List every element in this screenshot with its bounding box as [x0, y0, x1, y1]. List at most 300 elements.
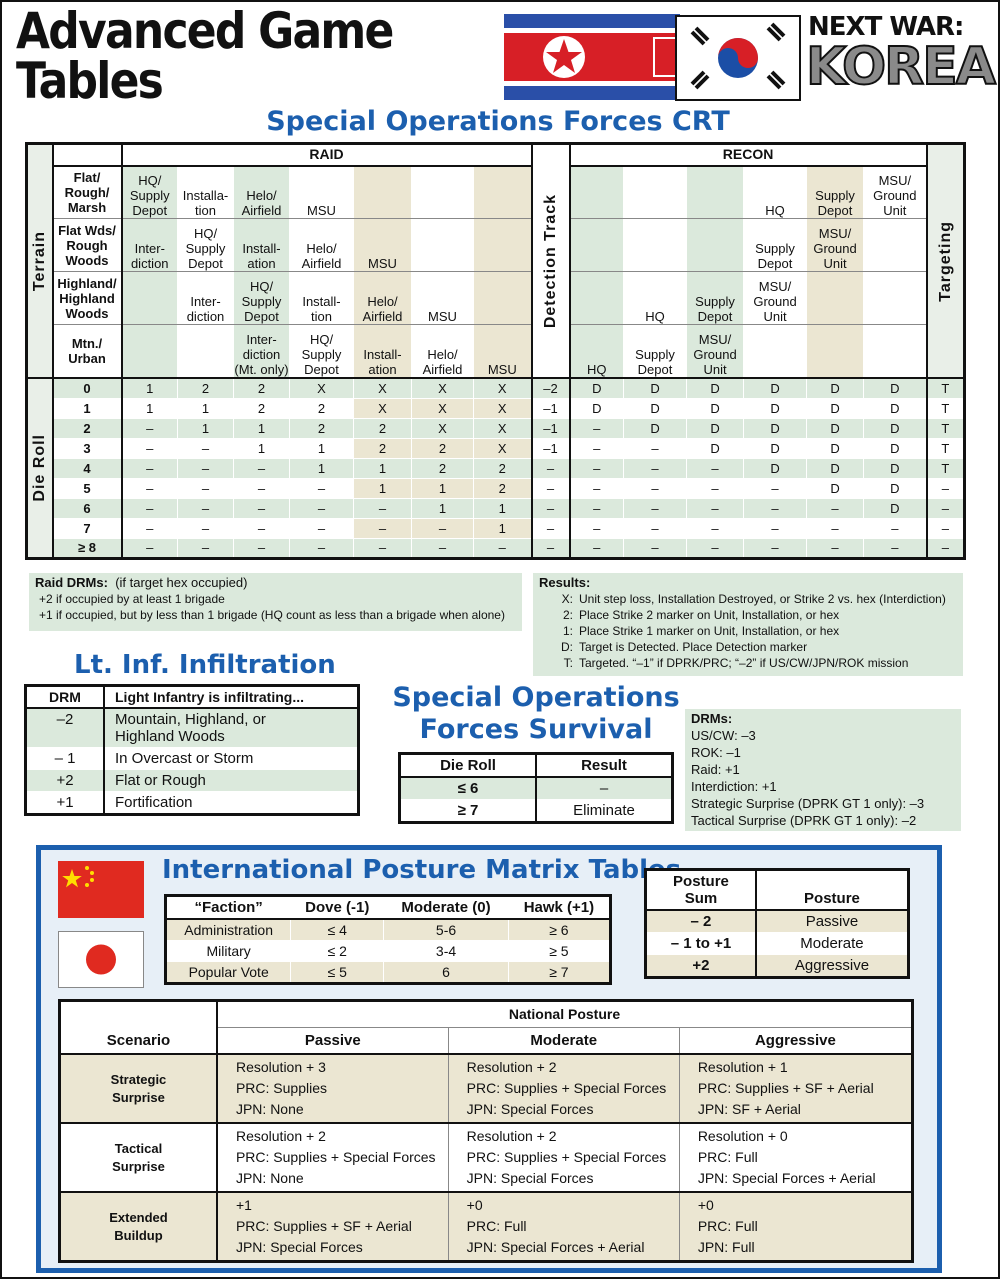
result-desc: Targeted. “–1” if DPRK/PRC; “–2” if US/CW/JPN/ROK mission — [579, 656, 909, 670]
raid-result: 2 — [234, 378, 290, 398]
raid-result: 2 — [354, 418, 412, 438]
recon-result: D — [744, 398, 807, 418]
recon-result: – — [687, 478, 744, 498]
targeting-value: T — [927, 458, 965, 478]
raid-target-cell: MSU — [474, 325, 532, 378]
survival-row — [400, 800, 673, 823]
recon-target-cell: MSU/ Ground Unit — [864, 166, 927, 219]
posture-row — [646, 910, 909, 933]
raid-result: X — [474, 418, 532, 438]
detection-value: –1 — [532, 438, 570, 458]
china-flag — [58, 861, 144, 918]
recon-result: – — [570, 498, 624, 518]
targeting-value: T — [927, 418, 965, 438]
national-posture-table — [58, 999, 914, 1263]
raid-result: – — [354, 498, 412, 518]
posture-effect-line: JPN: SF + Aerial — [697, 1101, 801, 1117]
np-header: Aggressive — [679, 1028, 912, 1055]
recon-target-cell: HQ — [624, 272, 687, 325]
recon-result: – — [687, 498, 744, 518]
faction-cell: Military — [166, 941, 291, 962]
recon-result: – — [624, 498, 687, 518]
raid-result: 1 — [290, 458, 354, 478]
posture-effect-line: Resolution + 0 — [697, 1128, 788, 1144]
detection-track-header — [532, 144, 570, 379]
recon-target-cell — [744, 325, 807, 378]
recon-result: D — [687, 398, 744, 418]
detection-value: – — [532, 498, 570, 518]
raid-target-cell: Inter- diction — [178, 272, 234, 325]
raid-result: 1 — [474, 518, 532, 538]
survival-drm-line: Strategic Surprise (DPRK GT 1 only): –3 — [691, 796, 925, 811]
recon-target-cell — [807, 272, 864, 325]
terrain-row — [27, 325, 965, 378]
scenario-row — [60, 1054, 913, 1123]
posture-effect-line: PRC: Full — [697, 1218, 758, 1234]
die-roll-value: 5 — [53, 478, 122, 498]
scenario-name: Strategic Surprise — [60, 1054, 217, 1123]
posture-effects-cell — [217, 1192, 448, 1262]
recon-target-cell: MSU/ Ground Unit — [807, 219, 864, 272]
detection-value: – — [532, 518, 570, 538]
result-code: T: — [563, 656, 573, 670]
raid-result: 1 — [122, 378, 178, 398]
recon-result: – — [744, 518, 807, 538]
survival-table — [398, 752, 674, 824]
die-roll-row — [27, 478, 965, 498]
np-header-scenario: Scenario — [60, 1028, 217, 1055]
raid-result: – — [122, 478, 178, 498]
result-line — [539, 639, 957, 655]
recon-result: D — [624, 398, 687, 418]
raid-result: 2 — [354, 438, 412, 458]
raid-result: – — [412, 538, 474, 558]
survival-header-result: Result — [536, 754, 673, 778]
result-code: D: — [561, 640, 573, 654]
survival-roll: ≤ 6 — [400, 777, 537, 800]
posture-effect-line: JPN: None — [235, 1170, 304, 1186]
recon-result: D — [570, 398, 624, 418]
raid-target-cell: MSU — [412, 272, 474, 325]
faction-row — [166, 919, 611, 941]
raid-result: X — [474, 378, 532, 398]
recon-result: D — [864, 418, 927, 438]
infiltration-table — [24, 684, 360, 816]
posture-effect-line: PRC: Full — [466, 1218, 527, 1234]
faction-cell: ≤ 5 — [291, 962, 384, 984]
raid-result: – — [122, 498, 178, 518]
raid-result: 2 — [290, 398, 354, 418]
posture-effect-line: PRC: Supplies + SF + Aerial — [235, 1218, 412, 1234]
survival-result: – — [536, 777, 673, 800]
infiltration-header-desc: Light Infantry is infiltrating... — [104, 686, 359, 709]
raid-target-cell: HQ/ Supply Depot — [234, 272, 290, 325]
raid-result: – — [178, 538, 234, 558]
faction-cell: ≥ 6 — [508, 919, 610, 941]
die-roll-value: 2 — [53, 418, 122, 438]
raid-result: 2 — [412, 458, 474, 478]
targeting-value: – — [927, 478, 965, 498]
faction-header: “Faction” — [166, 896, 291, 920]
posture-effect-line: JPN: Special Forces — [466, 1101, 594, 1117]
die-roll-row — [27, 438, 965, 458]
posture-effects-cell — [679, 1192, 912, 1262]
terrain-name: Highland/ Highland Woods — [53, 272, 122, 325]
recon-result: D — [624, 378, 687, 398]
detection-track-label: Detection Track — [542, 193, 560, 329]
scenario-name: Extended Buildup — [60, 1192, 217, 1262]
faction-cell: ≥ 5 — [508, 941, 610, 962]
np-header: Moderate — [448, 1028, 679, 1055]
detection-value: – — [532, 458, 570, 478]
recon-result: D — [807, 418, 864, 438]
raid-result: – — [234, 478, 290, 498]
result-code: 2: — [562, 608, 573, 622]
recon-result: D — [864, 438, 927, 458]
recon-target-cell — [864, 325, 927, 378]
recon-result: D — [864, 478, 927, 498]
posture-effect-line: JPN: Full — [697, 1239, 755, 1255]
raid-target-cell: Inter- diction — [122, 219, 178, 272]
scenario-row — [60, 1123, 913, 1192]
survival-result: Eliminate — [536, 800, 673, 823]
die-roll-value: 6 — [53, 498, 122, 518]
recon-result: D — [744, 438, 807, 458]
posture-effect-line: PRC: Full — [697, 1149, 758, 1165]
raid-target-cell: Inter- diction (Mt. only) — [234, 325, 290, 378]
recon-target-cell — [624, 166, 687, 219]
posture-effects-cell — [217, 1123, 448, 1192]
raid-target-cell — [178, 325, 234, 378]
die-roll-row — [27, 418, 965, 438]
faction-cell: Popular Vote — [166, 962, 291, 984]
raid-result: 1 — [122, 398, 178, 418]
raid-target-cell: Install- ation — [234, 219, 290, 272]
terrain-label: Terrain — [31, 230, 49, 292]
recon-result: – — [864, 518, 927, 538]
posture-sum-value: +2 — [646, 955, 756, 978]
recon-result: D — [624, 418, 687, 438]
recon-result: – — [624, 478, 687, 498]
faction-cell: Administration — [166, 919, 291, 941]
faction-header: Dove (-1) — [291, 896, 384, 920]
raid-result: X — [412, 378, 474, 398]
posture-value: Aggressive — [756, 955, 909, 978]
infiltration-row — [26, 792, 359, 815]
posture-effect-line: +1 — [235, 1197, 252, 1213]
recon-result: D — [807, 458, 864, 478]
recon-result: – — [624, 538, 687, 558]
infiltration-drm: –2 — [26, 708, 105, 748]
recon-result: D — [864, 458, 927, 478]
survival-roll: ≥ 7 — [400, 800, 537, 823]
recon-target-cell: Supply Depot — [624, 325, 687, 378]
posture-effect-line: Resolution + 1 — [697, 1059, 788, 1075]
infiltration-condition: In Overcast or Storm — [104, 748, 359, 770]
recon-result: – — [807, 498, 864, 518]
recon-result: – — [570, 418, 624, 438]
raid-result: X — [290, 378, 354, 398]
recon-target-cell: Supply Depot — [807, 166, 864, 219]
infiltration-header-drm: DRM — [26, 686, 105, 709]
recon-result: – — [624, 438, 687, 458]
posture-effect-line: Resolution + 2 — [466, 1128, 557, 1144]
raid-result: 2 — [178, 378, 234, 398]
recon-result: D — [687, 438, 744, 458]
recon-result: – — [570, 518, 624, 538]
posture-sum-header: Posture Sum — [646, 870, 756, 911]
result-code: 1: — [562, 624, 573, 638]
raid-result: 1 — [234, 438, 290, 458]
recon-result: – — [744, 498, 807, 518]
recon-result: – — [687, 458, 744, 478]
survival-row — [400, 777, 673, 800]
raid-result: X — [412, 418, 474, 438]
raid-target-cell — [122, 325, 178, 378]
faction-cell: ≤ 2 — [291, 941, 384, 962]
raid-result: X — [474, 398, 532, 418]
recon-result: D — [864, 498, 927, 518]
raid-result: – — [234, 458, 290, 478]
posture-effects-cell — [448, 1054, 679, 1123]
raid-result: 1 — [474, 498, 532, 518]
raid-result: – — [122, 458, 178, 478]
survival-drm-line: Interdiction: +1 — [691, 779, 777, 794]
recon-result: – — [687, 518, 744, 538]
die-roll-row — [27, 458, 965, 478]
targeting-label: Targeting — [936, 220, 954, 302]
result-line — [539, 591, 957, 607]
faction-cell: ≥ 7 — [508, 962, 610, 984]
recon-result: – — [864, 538, 927, 558]
posture-effect-line: +0 — [697, 1197, 714, 1213]
die-roll-row — [27, 538, 965, 558]
raid-target-cell — [354, 166, 412, 219]
detection-value: –2 — [532, 378, 570, 398]
results-title: Results: — [539, 575, 591, 590]
raid-target-cell: Helo/ Airfield — [290, 219, 354, 272]
raid-result: 1 — [354, 478, 412, 498]
posture-effect-line: Resolution + 3 — [235, 1059, 326, 1075]
logo-bottom-text: KOREA — [806, 37, 994, 97]
posture-effect-line: JPN: None — [235, 1101, 304, 1117]
infiltration-drm: – 1 — [26, 748, 105, 770]
infiltration-row — [26, 708, 359, 748]
posture-effect-line: JPN: Special Forces — [235, 1239, 363, 1255]
result-line — [539, 623, 957, 639]
recon-target-cell: Supply Depot — [744, 219, 807, 272]
raid-header: RAID — [122, 144, 532, 166]
infiltration-condition: Mountain, Highland, or Highland Woods — [104, 708, 359, 748]
faction-row — [166, 962, 611, 984]
recon-result: D — [864, 378, 927, 398]
recon-result: D — [687, 378, 744, 398]
raid-result: – — [122, 418, 178, 438]
raid-drms-box — [29, 573, 522, 631]
recon-target-cell — [807, 325, 864, 378]
die-roll-row — [27, 518, 965, 538]
recon-result: – — [570, 438, 624, 458]
targeting-value: T — [927, 378, 965, 398]
detection-value: – — [532, 538, 570, 558]
targeting-value: – — [927, 538, 965, 558]
raid-result: – — [178, 518, 234, 538]
raid-target-cell: MSU — [354, 219, 412, 272]
raid-result: X — [474, 438, 532, 458]
terrain-row — [27, 272, 965, 325]
recon-result: D — [744, 378, 807, 398]
targeting-value: T — [927, 398, 965, 418]
raid-target-cell: Install- tion — [290, 272, 354, 325]
posture-effect-line: PRC: Supplies + Special Forces — [466, 1080, 667, 1096]
ipm-title: International Posture Matrix Tables — [162, 855, 682, 885]
raid-result: – — [412, 518, 474, 538]
raid-result: – — [290, 478, 354, 498]
recon-result: – — [570, 478, 624, 498]
die-roll-label: Die Roll — [31, 434, 49, 502]
terrain-row — [27, 219, 965, 272]
raid-result: 1 — [178, 398, 234, 418]
recon-result: – — [570, 538, 624, 558]
posture-effects-cell — [448, 1123, 679, 1192]
die-roll-value: 3 — [53, 438, 122, 458]
posture-sum-table — [644, 868, 910, 979]
posture-effect-line: +0 — [466, 1197, 483, 1213]
faction-row — [166, 941, 611, 962]
recon-result: – — [624, 518, 687, 538]
faction-header: Hawk (+1) — [508, 896, 610, 920]
raid-result: – — [122, 518, 178, 538]
raid-result: – — [234, 538, 290, 558]
raid-result: – — [234, 498, 290, 518]
recon-result: – — [624, 458, 687, 478]
survival-title: Special Operations Forces Survival — [392, 682, 680, 745]
infiltration-title: Lt. Inf. Infiltration — [74, 650, 336, 680]
raid-result: 2 — [234, 398, 290, 418]
faction-table — [164, 894, 612, 985]
raid-target-cell: MSU — [290, 166, 354, 219]
raid-drms-title: Raid DRMs: — [35, 575, 108, 590]
raid-result: 1 — [412, 498, 474, 518]
logo-top-text: NEXT WAR: — [808, 12, 964, 42]
survival-drm-line: Tactical Surprise (DPRK GT 1 only): –2 — [691, 813, 917, 828]
recon-result: D — [807, 438, 864, 458]
survival-drms-title: DRMs: — [691, 711, 733, 726]
raid-target-cell: Helo/ Airfield — [354, 272, 412, 325]
recon-result: – — [807, 518, 864, 538]
posture-header: Posture — [756, 870, 909, 911]
raid-target-cell — [474, 219, 532, 272]
die-roll-value: 0 — [53, 378, 122, 398]
sof-crt-table — [25, 142, 966, 560]
die-roll-value: ≥ 8 — [53, 538, 122, 558]
infiltration-drm: +1 — [26, 792, 105, 815]
die-roll-value: 1 — [53, 398, 122, 418]
recon-target-cell — [570, 219, 624, 272]
raid-result: 1 — [354, 458, 412, 478]
recon-target-cell: HQ — [744, 166, 807, 219]
targeting-value: – — [927, 498, 965, 518]
posture-effect-line: PRC: Supplies + Special Forces — [466, 1149, 667, 1165]
crt-header-row — [27, 144, 965, 166]
posture-row — [646, 933, 909, 955]
die-roll-header — [27, 378, 53, 558]
posture-effects-cell — [448, 1192, 679, 1262]
national-posture-title: National Posture — [217, 1001, 913, 1028]
targeting-value: – — [927, 518, 965, 538]
recon-result: – — [744, 478, 807, 498]
result-line — [539, 607, 957, 623]
recon-target-cell — [687, 219, 744, 272]
scenario-row — [60, 1192, 913, 1262]
die-roll-row — [27, 378, 965, 398]
infiltration-drm: +2 — [26, 770, 105, 792]
raid-result: 1 — [412, 478, 474, 498]
infiltration-row — [26, 770, 359, 792]
raid-result: X — [354, 398, 412, 418]
survival-drm-line: Raid: +1 — [691, 762, 740, 777]
raid-result: 2 — [412, 438, 474, 458]
raid-result: 2 — [290, 418, 354, 438]
posture-sum-value: – 1 to +1 — [646, 933, 756, 955]
infiltration-condition: Flat or Rough — [104, 770, 359, 792]
korea-flags-logo — [504, 14, 804, 102]
recon-target-cell: HQ — [570, 325, 624, 378]
recon-result: D — [807, 378, 864, 398]
raid-result: – — [234, 518, 290, 538]
posture-effect-line: JPN: Special Forces + Aerial — [466, 1239, 645, 1255]
recon-result: D — [864, 398, 927, 418]
posture-effects-cell — [679, 1123, 912, 1192]
raid-result: – — [354, 538, 412, 558]
result-desc: Place Strike 2 marker on Unit, Installation, or hex — [579, 608, 840, 622]
raid-target-cell: HQ/ Supply Depot — [290, 325, 354, 378]
raid-target-cell — [474, 272, 532, 325]
raid-drm-line: +1 if occupied, but by less than 1 brigade (HQ count as less than a brigade when alone) — [39, 608, 505, 622]
crt-corner — [27, 144, 53, 379]
raid-target-cell: Helo/ Airfield — [412, 325, 474, 378]
raid-target-cell: HQ/ Supply Depot — [122, 166, 178, 219]
raid-target-cell — [412, 219, 474, 272]
raid-target-cell: Installa- tion — [178, 166, 234, 219]
posture-value: Moderate — [756, 933, 909, 955]
raid-result: X — [412, 398, 474, 418]
raid-result: X — [354, 378, 412, 398]
faction-cell: 3-4 — [384, 941, 509, 962]
raid-result: 1 — [234, 418, 290, 438]
raid-result: – — [178, 498, 234, 518]
crt-title: Special Operations Forces CRT — [266, 106, 730, 137]
page-title: Advanced Game Tables — [16, 2, 393, 110]
recon-header: RECON — [570, 144, 927, 166]
faction-cell: 5-6 — [384, 919, 509, 941]
raid-result: – — [290, 498, 354, 518]
crt-blank — [53, 144, 122, 166]
targeting-value: T — [927, 438, 965, 458]
raid-result: – — [474, 538, 532, 558]
raid-result: – — [178, 438, 234, 458]
faction-header: Moderate (0) — [384, 896, 509, 920]
raid-target-cell: Install- ation — [354, 325, 412, 378]
recon-target-cell: MSU/ Ground Unit — [744, 272, 807, 325]
recon-result: D — [807, 398, 864, 418]
raid-target-cell: Helo/ Airfield — [234, 166, 290, 219]
die-roll-row — [27, 398, 965, 418]
posture-value: Passive — [756, 910, 909, 933]
detection-value: –1 — [532, 418, 570, 438]
japan-flag — [58, 931, 144, 988]
recon-result: – — [744, 538, 807, 558]
